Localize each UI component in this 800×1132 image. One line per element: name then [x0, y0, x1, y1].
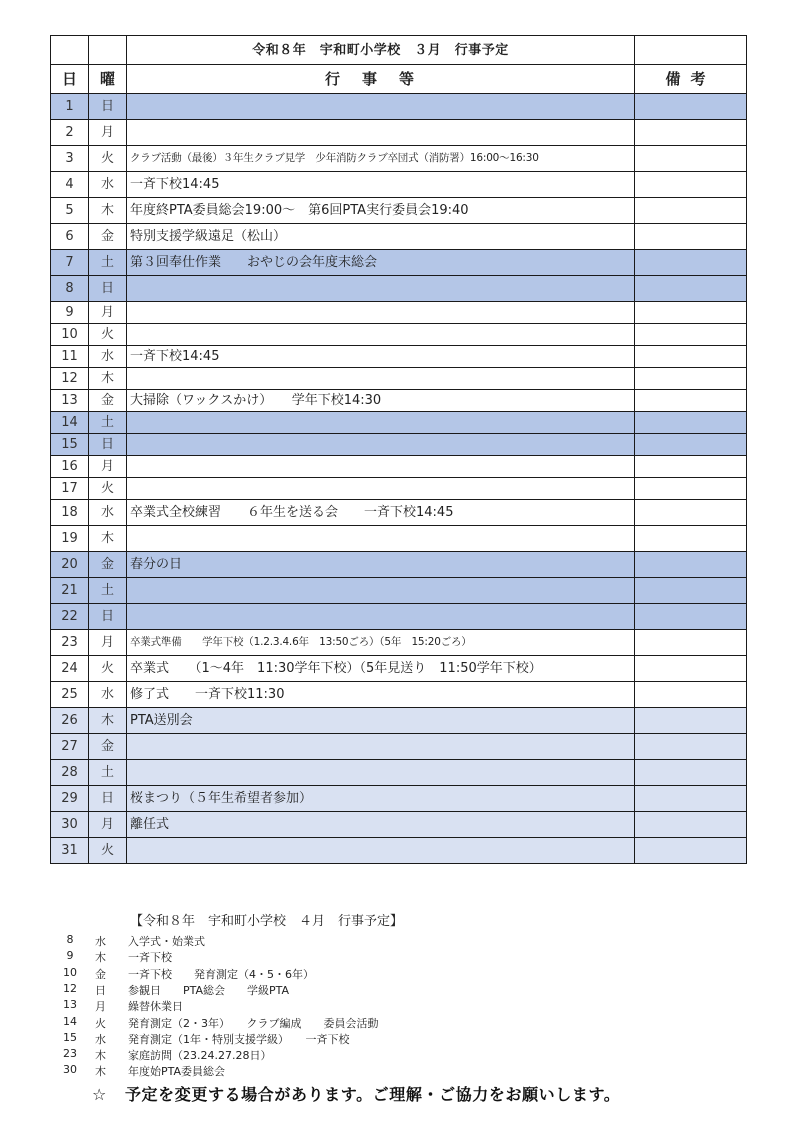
event-cell: 桜まつり（５年生希望者参加） [127, 786, 635, 812]
day-cell: 27 [51, 734, 89, 760]
weekday-cell: 土 [89, 412, 127, 434]
april-event: 一斉下校 発育測定（4・5・6年） [128, 967, 314, 981]
note-cell [635, 786, 747, 812]
event-cell: 離任式 [127, 812, 635, 838]
day-cell: 3 [51, 146, 89, 172]
page-title: 令和８年 宇和町小学校 ３月 行事予定 [127, 36, 635, 65]
table-row [51, 390, 747, 412]
april-day: 8 [66, 933, 74, 946]
weekday-cell: 日 [89, 604, 127, 630]
table-row [51, 120, 747, 146]
april-event: 一斉下校 [128, 951, 172, 965]
weekday-cell: 金 [89, 224, 127, 250]
note-cell [635, 500, 747, 526]
event-cell: 一斉下校14:45 [127, 346, 635, 368]
event-cell [127, 324, 635, 346]
april-day: 13 [63, 998, 77, 1012]
event-cell [127, 434, 635, 456]
day-cell: 2 [51, 120, 89, 146]
april-weekday: 木 [95, 1049, 106, 1063]
april-title: 【令和８年 宇和町小学校 ４月 行事予定】 [130, 914, 404, 929]
note-cell [635, 682, 747, 708]
weekday-cell: 水 [89, 682, 127, 708]
day-cell: 6 [51, 224, 89, 250]
header-row [51, 65, 747, 94]
april-day: 10 [63, 965, 77, 979]
weekday-cell: 木 [89, 198, 127, 224]
weekday-cell: 日 [89, 94, 127, 120]
event-cell [127, 526, 635, 552]
event-cell [127, 734, 635, 760]
weekday-cell: 月 [89, 120, 127, 146]
day-cell: 7 [51, 250, 89, 276]
day-cell: 26 [51, 708, 89, 734]
weekday-cell: 土 [89, 250, 127, 276]
event-cell: 年度終PTA委員総会19:00～ 第6回PTA実行委員会19:40 [127, 198, 635, 224]
april-weekday: 水 [95, 1032, 106, 1046]
table-row [51, 198, 747, 224]
day-cell: 1 [51, 94, 89, 120]
note-cell [635, 250, 747, 276]
table-row [51, 368, 747, 390]
event-cell [127, 302, 635, 324]
header-notes: 備考 [635, 65, 747, 94]
table-row [51, 94, 747, 120]
note-cell [635, 324, 747, 346]
note-cell [635, 146, 747, 172]
notice [92, 1082, 620, 1105]
april-weekday: 月 [95, 1000, 106, 1014]
event-cell [127, 838, 635, 864]
table-row [51, 324, 747, 346]
day-cell: 31 [51, 838, 89, 864]
april-event: 年度始PTA委員総会 [128, 1065, 226, 1079]
day-cell: 25 [51, 682, 89, 708]
april-weekday: 木 [95, 1065, 106, 1079]
event-cell [127, 478, 635, 500]
event-cell [127, 604, 635, 630]
note-cell [635, 390, 747, 412]
table-row [51, 500, 747, 526]
weekday-cell: 火 [89, 478, 127, 500]
table-row [51, 412, 747, 434]
table-row [51, 552, 747, 578]
title-row [51, 36, 747, 65]
header-day: 日 [51, 65, 89, 94]
day-cell: 4 [51, 172, 89, 198]
weekday-cell: 土 [89, 578, 127, 604]
note-cell [635, 604, 747, 630]
april-day: 9 [66, 949, 74, 963]
event-cell: 春分の日 [127, 552, 635, 578]
table-row [51, 146, 747, 172]
table-row [51, 734, 747, 760]
note-cell [635, 760, 747, 786]
april-weekday: 火 [95, 1016, 106, 1030]
day-cell: 19 [51, 526, 89, 552]
event-cell: PTA送別会 [127, 708, 635, 734]
note-cell [635, 552, 747, 578]
title-blank-note [635, 36, 747, 65]
table-row [51, 526, 747, 552]
day-cell: 16 [51, 456, 89, 478]
weekday-cell: 木 [89, 368, 127, 390]
title-blank-day [51, 36, 89, 65]
table-row [51, 276, 747, 302]
april-weekday: 木 [95, 951, 106, 965]
april-day: 30 [63, 1063, 77, 1077]
day-cell: 17 [51, 478, 89, 500]
day-cell: 23 [51, 630, 89, 656]
note-cell [635, 456, 747, 478]
day-cell: 13 [51, 390, 89, 412]
note-cell [635, 526, 747, 552]
weekday-cell: 火 [89, 146, 127, 172]
april-event: 入学式・始業式 [128, 935, 205, 948]
april-day: 23 [63, 1047, 77, 1061]
weekday-cell: 日 [89, 786, 127, 812]
table-row [51, 708, 747, 734]
day-cell: 30 [51, 812, 89, 838]
note-cell [635, 172, 747, 198]
weekday-cell: 木 [89, 708, 127, 734]
note-cell [635, 346, 747, 368]
table-row [51, 578, 747, 604]
weekday-cell: 火 [89, 656, 127, 682]
weekday-cell: 水 [89, 500, 127, 526]
day-cell: 28 [51, 760, 89, 786]
event-cell [127, 276, 635, 302]
day-cell: 18 [51, 500, 89, 526]
note-cell [635, 708, 747, 734]
weekday-cell: 木 [89, 526, 127, 552]
event-cell: 卒業式準備 学年下校（1.2.3.4.6年 13:50ごろ）（5年 15:20ごろ） [127, 630, 635, 656]
table-row [51, 630, 747, 656]
star-icon: ☆ [92, 1085, 107, 1104]
event-cell: 第３回奉仕作業 おやじの会年度末総会 [127, 250, 635, 276]
weekday-cell: 金 [89, 734, 127, 760]
note-cell [635, 434, 747, 456]
event-cell [127, 456, 635, 478]
day-cell: 12 [51, 368, 89, 390]
day-cell: 29 [51, 786, 89, 812]
table-row [51, 224, 747, 250]
april-event: 家庭訪問（23.24.27.28日） [128, 1049, 272, 1063]
weekday-cell: 水 [89, 346, 127, 368]
note-cell [635, 224, 747, 250]
table-row [51, 172, 747, 198]
event-cell [127, 120, 635, 146]
event-cell [127, 760, 635, 786]
day-cell: 22 [51, 604, 89, 630]
day-cell: 8 [51, 276, 89, 302]
weekday-cell: 月 [89, 456, 127, 478]
day-cell: 14 [51, 412, 89, 434]
weekday-cell: 金 [89, 390, 127, 412]
day-cell: 10 [51, 324, 89, 346]
event-cell: 大掃除（ワックスかけ） 学年下校14:30 [127, 390, 635, 412]
note-cell [635, 838, 747, 864]
note-cell [635, 734, 747, 760]
event-cell [127, 368, 635, 390]
day-cell: 20 [51, 552, 89, 578]
day-cell: 9 [51, 302, 89, 324]
table-row [51, 346, 747, 368]
table-row [51, 812, 747, 838]
april-event: 発育測定（2・3年） クラブ編成 委員会活動 [128, 1016, 379, 1030]
weekday-cell: 月 [89, 302, 127, 324]
day-cell: 21 [51, 578, 89, 604]
april-weekday: 日 [95, 983, 106, 997]
note-cell [635, 302, 747, 324]
note-cell [635, 368, 747, 390]
table-row [51, 302, 747, 324]
april-event: 参観日 PTA総会 学級PTA [128, 983, 290, 997]
event-cell: 特別支援学級遠足（松山） [127, 224, 635, 250]
day-cell: 15 [51, 434, 89, 456]
table-row [51, 250, 747, 276]
note-cell [635, 578, 747, 604]
event-cell [127, 578, 635, 604]
note-cell [635, 478, 747, 500]
weekday-cell: 日 [89, 276, 127, 302]
header-events: 行事等 [127, 65, 635, 94]
april-day: 14 [63, 1014, 77, 1028]
march-schedule-table [50, 35, 747, 864]
april-event: 発育測定（1年・特別支援学級） 一斉下校 [128, 1032, 350, 1046]
note-cell [635, 276, 747, 302]
weekday-cell: 金 [89, 552, 127, 578]
event-cell: 修了式 一斉下校11:30 [127, 682, 635, 708]
event-cell: 一斉下校14:45 [127, 172, 635, 198]
header-dow: 曜 [89, 65, 127, 94]
event-cell: 卒業式全校練習 ６年生を送る会 一斉下校14:45 [127, 500, 635, 526]
note-cell [635, 812, 747, 838]
weekday-cell: 月 [89, 812, 127, 838]
table-row [51, 478, 747, 500]
day-cell: 24 [51, 656, 89, 682]
weekday-cell: 月 [89, 630, 127, 656]
weekday-cell: 日 [89, 434, 127, 456]
april-weekday: 水 [95, 935, 106, 948]
note-cell [635, 412, 747, 434]
weekday-cell: 水 [89, 172, 127, 198]
event-cell: クラブ活動（最後）３年生クラブ見学 少年消防クラブ卒団式（消防署）16:00～16:30 [127, 146, 635, 172]
table-row [51, 456, 747, 478]
weekday-cell: 火 [89, 838, 127, 864]
note-cell [635, 120, 747, 146]
table-row [51, 760, 747, 786]
april-day: 12 [63, 981, 77, 995]
table-row [51, 838, 747, 864]
table-row [51, 434, 747, 456]
title-blank-dow [89, 36, 127, 65]
event-cell [127, 412, 635, 434]
event-cell [127, 94, 635, 120]
notice-text: 予定を変更する場合があります。ご理解・ご協力をお願いします。 [124, 1085, 621, 1104]
day-cell: 11 [51, 346, 89, 368]
note-cell [635, 630, 747, 656]
april-event: 繰替休業日 [128, 1000, 183, 1014]
table-row [51, 682, 747, 708]
weekday-cell: 火 [89, 324, 127, 346]
april-weekday: 金 [95, 967, 106, 981]
note-cell [635, 198, 747, 224]
table-row [51, 656, 747, 682]
note-cell [635, 94, 747, 120]
table-row [51, 786, 747, 812]
april-day: 15 [63, 1030, 77, 1044]
weekday-cell: 土 [89, 760, 127, 786]
table-row [51, 604, 747, 630]
day-cell: 5 [51, 198, 89, 224]
note-cell [635, 656, 747, 682]
event-cell: 卒業式 （1～4年 11:30学年下校）（5年見送り 11:50学年下校） [127, 656, 635, 682]
